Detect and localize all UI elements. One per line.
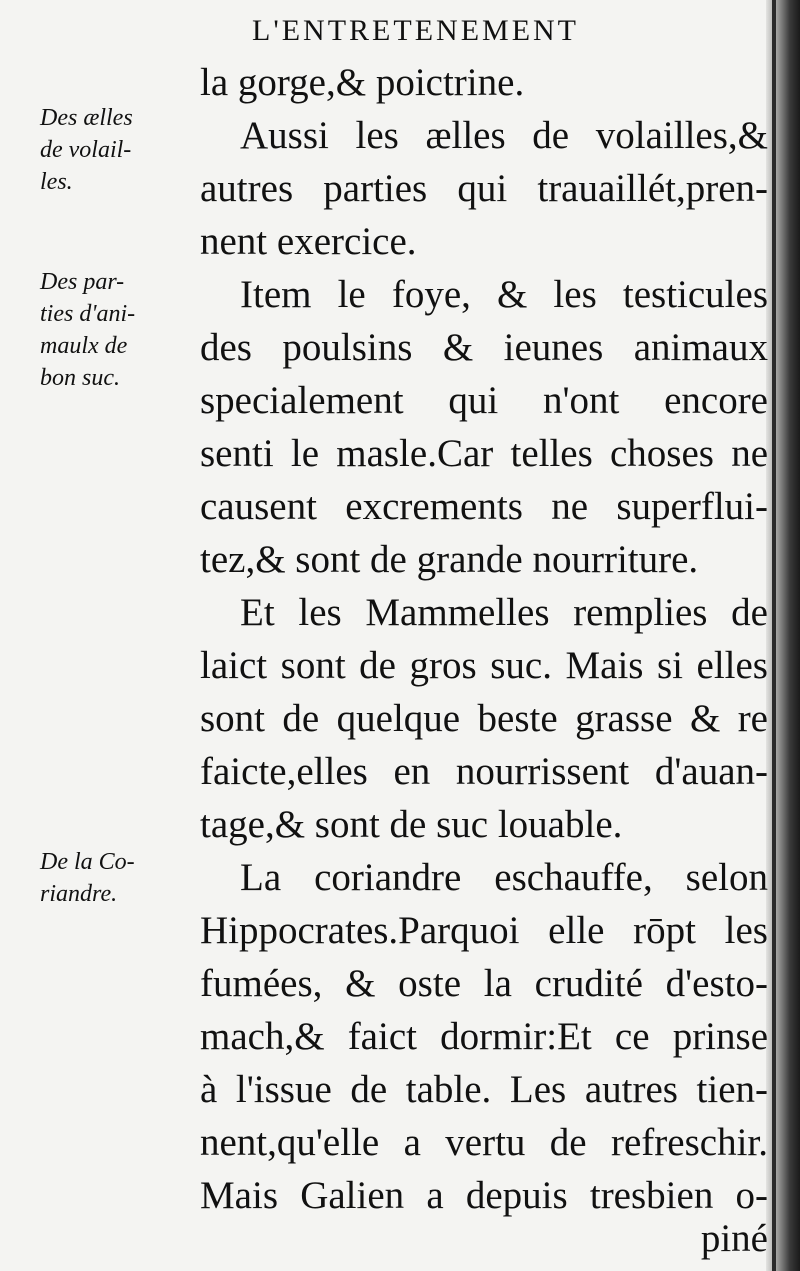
text-line: la gorge,& poictrine. (200, 61, 525, 104)
text-line: à l'issue de table. Les autres tien- (200, 1068, 768, 1111)
binding-line (772, 0, 776, 1271)
text-line: sont de quelque beste grasse & re (200, 697, 768, 740)
text-line: autres parties qui trauaillét,pren- (200, 167, 768, 210)
text-line: nent,qu'elle a vertu de refreschir. (200, 1121, 768, 1164)
margin-note-line: Des par- (40, 269, 125, 295)
margin-note-line: maulx de (40, 333, 128, 359)
text-line: des poulsins & ieunes animaux (200, 326, 768, 369)
margin-note-line: de volail- (40, 137, 132, 163)
text-line: Et les Mammelles remplies de (240, 591, 768, 634)
margin-note-line: Des ælles (40, 105, 133, 131)
text-line: nent exercice. (200, 220, 417, 263)
margin-note-aelles (40, 102, 200, 198)
text-line: mach,& faict dormir:Et ce prinse (200, 1015, 768, 1058)
margin-note-line: De la Co- (40, 849, 135, 875)
margin-note-line: les. (40, 169, 73, 195)
text-line: La coriandre eschauffe, selon (240, 856, 768, 899)
margin-note-line: ties d'ani- (40, 301, 136, 327)
text-line: senti le masle.Car telles choses ne (200, 432, 768, 475)
text-line: laict sont de gros suc. Mais si elles (200, 644, 768, 687)
text-line: fumées, & oste la crudité d'esto- (200, 962, 768, 1005)
margin-note-line: riandre. (40, 881, 118, 907)
text-line: faicte,elles en nourrissent d'auan- (200, 750, 768, 793)
text-line: Item le foye, & les testicules (240, 273, 768, 316)
text-line: Aussi les ælles de volailles,& (240, 114, 768, 157)
running-head: L'ENTRETENEMENT (252, 14, 580, 47)
text-line: specialement qui n'ont encore (200, 379, 768, 422)
margin-note-parties (40, 266, 200, 394)
margin-note-coriandre (40, 846, 200, 910)
text-line: tage,& sont de suc louable. (200, 803, 623, 846)
margin-note-line: bon suc. (40, 365, 120, 391)
text-line: tez,& sont de grande nourriture. (200, 538, 699, 581)
text-line: causent excrements ne superflui- (200, 485, 768, 528)
text-line: Hippocrates.Parquoi elle rōpt les (200, 909, 768, 952)
catchword: piné (700, 1217, 768, 1260)
text-line: Mais Galien a depuis tresbien o- (200, 1174, 768, 1217)
